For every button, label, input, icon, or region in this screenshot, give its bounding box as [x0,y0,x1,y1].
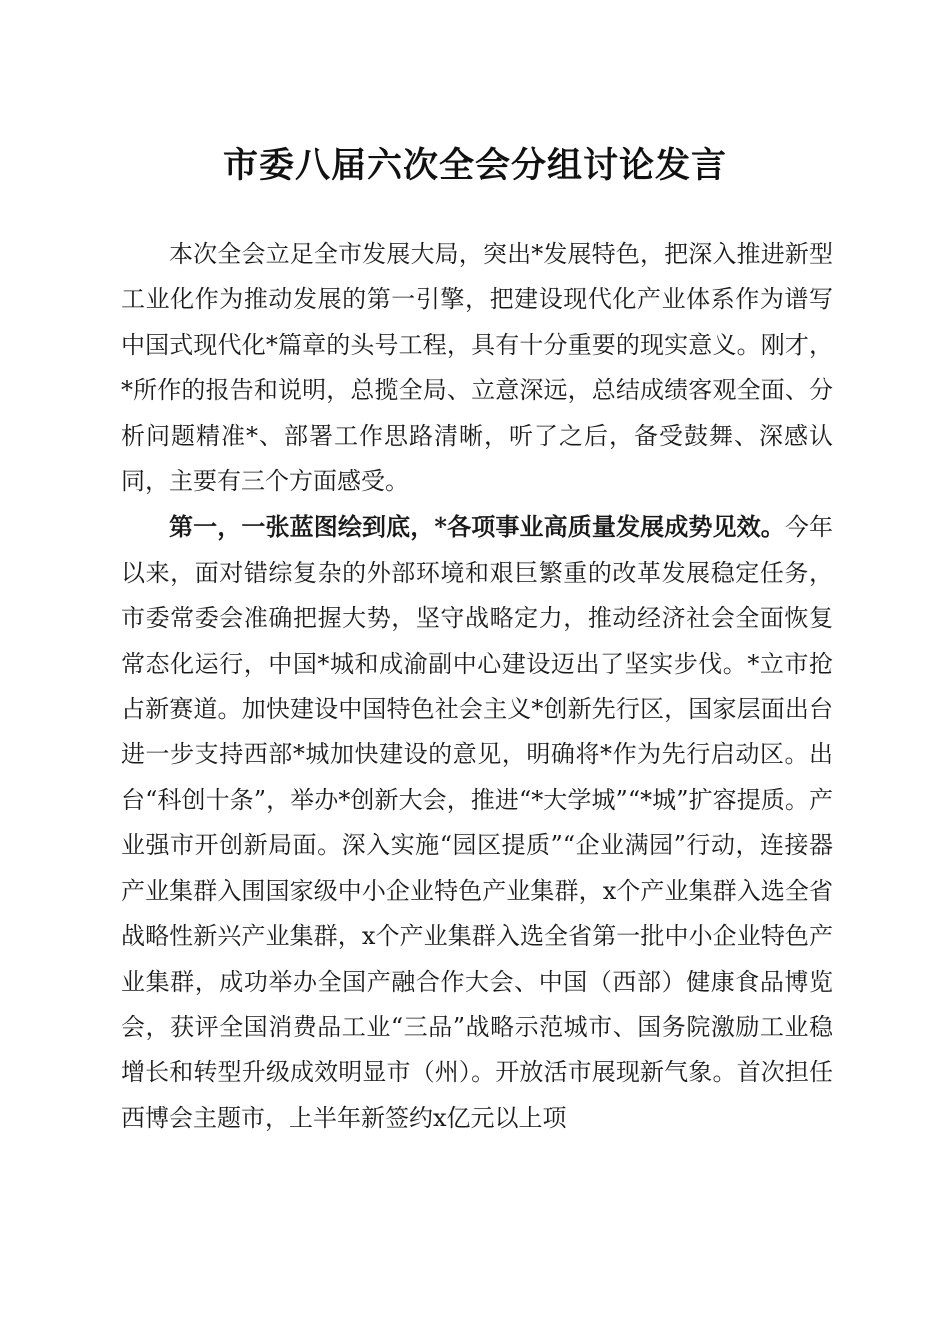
paragraph-first-point-text: 今年以来，面对错综复杂的外部环境和艰巨繁重的改革发展稳定任务，市委常委会准确把握大势，坚守战略定力，推动经济社会全面恢复常态化运行，中国*城和成渝副中心建设迈出了坚实步伐。*立市抢占新赛道。加快建设中国特色社会主义*创新先行区，国家层面出台进一步支持西部*城加快建设的意见，明确将*作为先行启动区。出台“科创十条”，举办*创新大会，推进“*大学城”“*城”扩容提质。产业强市开创新局面。深入实施“园区提质”“企业满园”行动，连接器产业集群入围国家级中小企业特色产业集群，x个产业集群入选全省战略性新兴产业集群，x个产业集群入选全省第一批中小企业特色产业集群，成功举办全国产融合作大会、中国（西部）健康食品博览会，获评全国消费品工业“三品”战略示范城市、国务院激励工业稳增长和转型升级成效明显市（州）。开放活市展现新气象。首次担任西博会主题市，上半年新签约x亿元以上项 [121,513,833,1132]
paragraph-intro [121,232,833,504]
paragraph-first-point-lead: 第一，一张蓝图绘到底，*各项事业高质量发展成势见效。 [169,512,785,542]
document-body [121,232,833,1141]
document-title: 市委八届六次全会分组讨论发言 [222,145,727,186]
paragraph-intro-text: 本次全会立足全市发展大局，突出*发展特色，把深入推进新型工业化作为推动发展的第一引擎，把建设现代化产业体系作为谱写中国式现代化*篇章的头号工程，具有十分重要的现实意义。刚才，*所作的报告和说明，总揽全局、立意深远，总结成绩客观全面、分析问题精准*、部署工作思路清晰，听了之后，备受鼓舞、深感认同，主要有三个方面感受。 [121,240,833,496]
paragraph-first-point [121,504,833,1141]
